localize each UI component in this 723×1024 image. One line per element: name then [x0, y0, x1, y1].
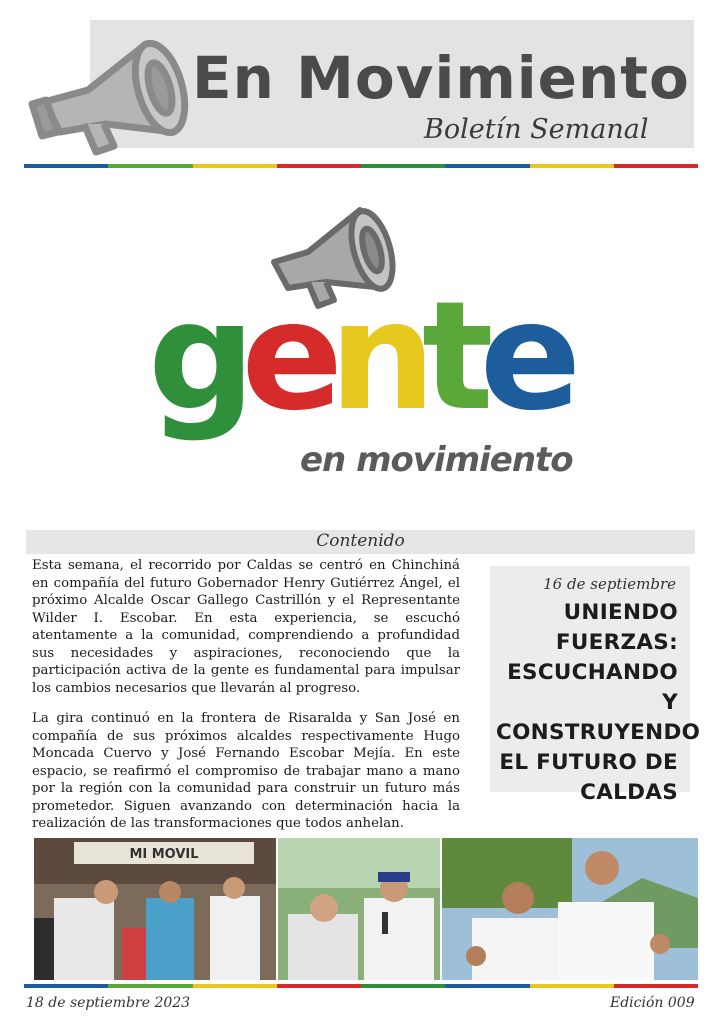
stripe-segment	[361, 984, 445, 988]
sidebar-date: 16 de septiembre	[543, 575, 676, 593]
megaphone-icon	[24, 20, 194, 160]
stripe-segment	[108, 164, 192, 168]
stripe-segment	[277, 164, 361, 168]
stripe-segment	[277, 984, 361, 988]
stripe-segment	[193, 164, 277, 168]
logo-letter: t	[421, 270, 480, 444]
stripe-segment	[445, 164, 529, 168]
stripe-segment	[614, 164, 698, 168]
stripe-segment	[108, 984, 192, 988]
footer-date: 18 de septiembre 2023	[26, 995, 191, 1011]
stripe-segment	[193, 984, 277, 988]
logo-letter: e	[241, 270, 330, 444]
photo-rally	[34, 838, 276, 980]
color-stripe-bottom	[24, 984, 698, 988]
logo-letter: g	[148, 270, 242, 444]
stripe-segment	[24, 984, 108, 988]
logo-wordmark	[148, 270, 568, 444]
paragraph-1: Esta semana, el recorrido por Caldas se centró en Chinchiná en compañía del futuro Gobernador Henry Gutiérrez Ángel, el próximo Alcalde Oscar Gallego Castrillón y el Representante Wilder I. Escobar. En esta experiencia, se escuchó atentamente a la comunidad, comprendiendo a profundidad sus necesidades y aspiraciones, reconociendo que la participación activa de la gente es fundamental para impulsar los cambios necesarios que llevarán al progreso.	[32, 558, 460, 696]
stripe-segment	[530, 164, 614, 168]
stripe-segment	[361, 164, 445, 168]
color-stripe-top	[24, 164, 698, 168]
stripe-segment	[614, 984, 698, 988]
newsletter-title: En Movimiento	[192, 44, 690, 112]
logo-letter: n	[329, 270, 422, 444]
rally-sign: MI MOVIL	[129, 847, 199, 862]
logo-letter: e	[479, 270, 568, 444]
content-heading: Contenido	[316, 531, 405, 551]
stripe-segment	[24, 164, 108, 168]
sidebar-headline: UNIENDO FUERZAS: ESCUCHANDO Y CONSTRUYENDO EL FUTURO DE CALDAS	[496, 600, 701, 805]
stripe-segment	[445, 984, 529, 988]
photo-thumbs-up	[442, 838, 698, 980]
footer-edition: Edición 009	[610, 995, 695, 1011]
newsletter-subtitle: Boletín Semanal	[424, 114, 649, 145]
stripe-segment	[530, 984, 614, 988]
paragraph-2: La gira continuó en la frontera de Risaralda y San José en compañía de sus próximos alcaldes respectivamente Hugo Moncada Cuervo y José Fernando Escobar Mejía. En este espacio, se reafirmó el compromiso de trabajar mano a mano por la región con la comunidad para construir un futuro más prometedor. Siguen avanzando con determinación hacia la realización de las transformaciones que todos anhelan.	[32, 711, 460, 831]
photo-interview	[278, 838, 440, 980]
logo-tagline: en movimiento	[300, 440, 573, 480]
